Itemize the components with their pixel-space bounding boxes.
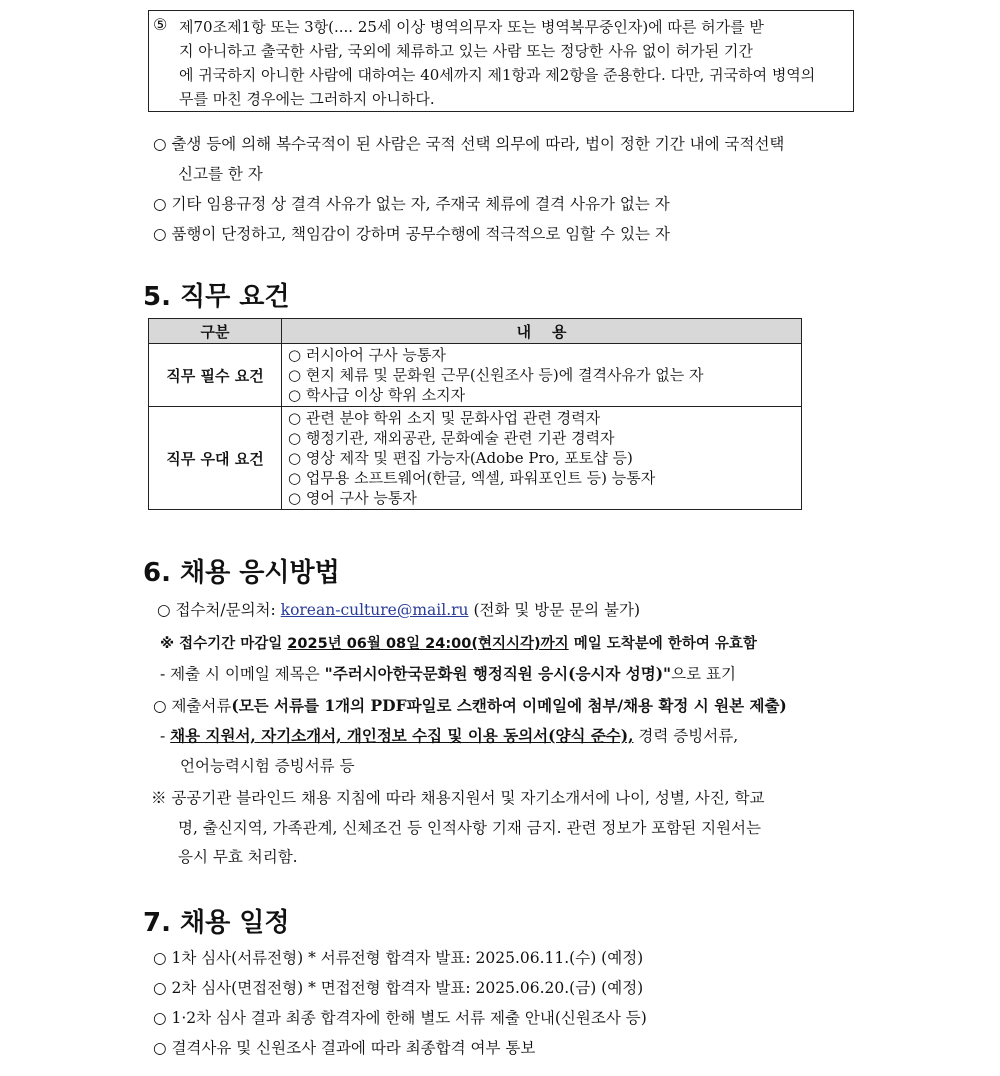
subject-format: "주러시아한국문화원 행정직원 응시(응시자 성명)"	[324, 664, 672, 683]
list-item: ○ 관련 분야 학위 소지 및 문화사업 관련 경력자	[288, 409, 601, 427]
schedule-item-4: ○ 결격사유 및 신원조사 결과에 따라 최종합격 여부 통보	[153, 1039, 536, 1057]
contact-email-link[interactable]: korean-culture@mail.ru	[280, 601, 469, 619]
note-line-2: 지 아니하고 출국한 사람, 국외에 체류하고 있는 사람 또는 정당한 사유 없이 허가된 기간	[179, 42, 753, 60]
note-line-1: 제70조제1항 또는 3항(.... 25세 이상 병역의무자 또는 병역복무중인자)에 따른 허가를 받	[179, 18, 764, 36]
documents-other: 경력 증빙서류,	[633, 727, 739, 745]
note-line-3: 에 귀국하지 아니한 사람에 대하여는 40세까지 제1항과 제2항을 준용한다. 다만, 귀국하여 병역의	[179, 66, 816, 84]
subject-prefix: - 제출 시 이메일 제목은	[160, 665, 325, 683]
list-item: ○ 학사급 이상 학위 소지자	[288, 386, 466, 404]
eligibility-item-3: ○ 품행이 단정하고, 책임감이 강하며 공무수행에 적극적으로 임할 수 있는 자	[153, 225, 670, 243]
contact-label: ○ 접수처/문의처:	[157, 601, 281, 619]
deadline-suffix: 메일 도착분에 한하여 유효함	[568, 636, 757, 652]
blind-hiring-note-3: 응시 무효 처리함.	[178, 848, 298, 866]
documents-label: ○ 제출서류	[153, 697, 232, 715]
deadline-notice	[160, 632, 757, 653]
schedule-item-2: ○ 2차 심사(면접전형) * 면접전형 합격자 발표: 2025.06.20.(금) (예정)	[153, 979, 644, 997]
subject-suffix: 으로 표기	[671, 665, 736, 683]
documents-instruction: (모든 서류를 1개의 PDF파일로 스캔하여 이메일에 첨부/채용 확정 시 원본 제출)	[231, 696, 787, 715]
list-item: ○ 영상 제작 및 편집 가능자(Adobe Pro, 포토샵 등)	[288, 449, 633, 467]
job-requirements-table	[148, 318, 802, 510]
contact-line	[157, 598, 640, 620]
note-marker: ⑤	[153, 15, 168, 34]
section-6-heading: 6. 채용 응시방법	[143, 558, 340, 588]
schedule-item-1: ○ 1차 심사(서류전형) * 서류전형 합격자 발표: 2025.06.11.(수) (예정)	[153, 949, 644, 967]
list-item: ○ 현지 체류 및 문화원 근무(신원조사 등)에 결격사유가 없는 자	[288, 366, 704, 384]
blind-hiring-note-2: 명, 출신지역, 가족관계, 신체조건 등 인적사항 기재 금지. 관련 정보가 포함된 지원서는	[178, 819, 761, 837]
documents-list-cont: 언어능력시험 증빙서류 등	[180, 757, 355, 775]
blind-hiring-note-1: ※ 공공기관 블라인드 채용 지침에 따라 채용지원서 및 자기소개서에 나이, 성별, 사진, 학교	[151, 789, 765, 807]
table-row	[149, 344, 802, 407]
list-item: ○ 업무용 소프트웨어(한글, 엑셀, 파워포인트 등) 능통자	[288, 469, 656, 487]
row-items-required	[282, 344, 802, 407]
email-subject-rule	[160, 662, 736, 684]
header-content: 내 용	[282, 319, 802, 344]
list-item: ○ 행정기관, 재외공관, 문화예술 관련 기관 경력자	[288, 429, 615, 447]
section-7-heading: 7. 채용 일정	[143, 908, 290, 938]
table-header-row	[149, 319, 802, 344]
eligibility-item-1: ○ 출생 등에 의해 복수국적이 된 사람은 국적 선택 의무에 따라, 법이 정한 기간 내에 국적선택	[153, 135, 785, 153]
table-row	[149, 407, 802, 510]
row-category-preferred: 직무 우대 요건	[149, 407, 282, 510]
deadline-date: 2025년 06월 08일 24:00(현지시각)까지	[287, 636, 569, 652]
row-items-preferred	[282, 407, 802, 510]
contact-note: (전화 및 방문 문의 불가)	[468, 601, 641, 619]
note-line-4: 무를 마친 경우에는 그러하지 아니하다.	[179, 90, 435, 108]
list-item: ○ 러시아어 구사 능통자	[288, 346, 446, 364]
list-item: ○ 영어 구사 능통자	[288, 489, 417, 507]
documents-list	[160, 724, 738, 746]
documents-dash: -	[160, 727, 171, 745]
eligibility-item-1-cont: 신고를 한 자	[178, 165, 263, 183]
eligibility-item-2: ○ 기타 임용규정 상 결격 사유가 없는 자, 주재국 체류에 결격 사유가 없는 자	[153, 195, 670, 213]
legal-note-box	[148, 10, 854, 112]
deadline-mark: ※ 접수기간 마감일	[160, 636, 288, 652]
section-5-heading: 5. 직무 요건	[143, 282, 290, 312]
header-category: 구분	[149, 319, 282, 344]
documents-required: 채용 지원서, 자기소개서, 개인정보 수집 및 이용 동의서(양식 준수),	[170, 726, 634, 745]
documents-line	[153, 694, 787, 716]
row-category-required: 직무 필수 요건	[149, 344, 282, 407]
schedule-item-3: ○ 1·2차 심사 결과 최종 합격자에 한해 별도 서류 제출 안내(신원조사 등)	[153, 1009, 647, 1027]
